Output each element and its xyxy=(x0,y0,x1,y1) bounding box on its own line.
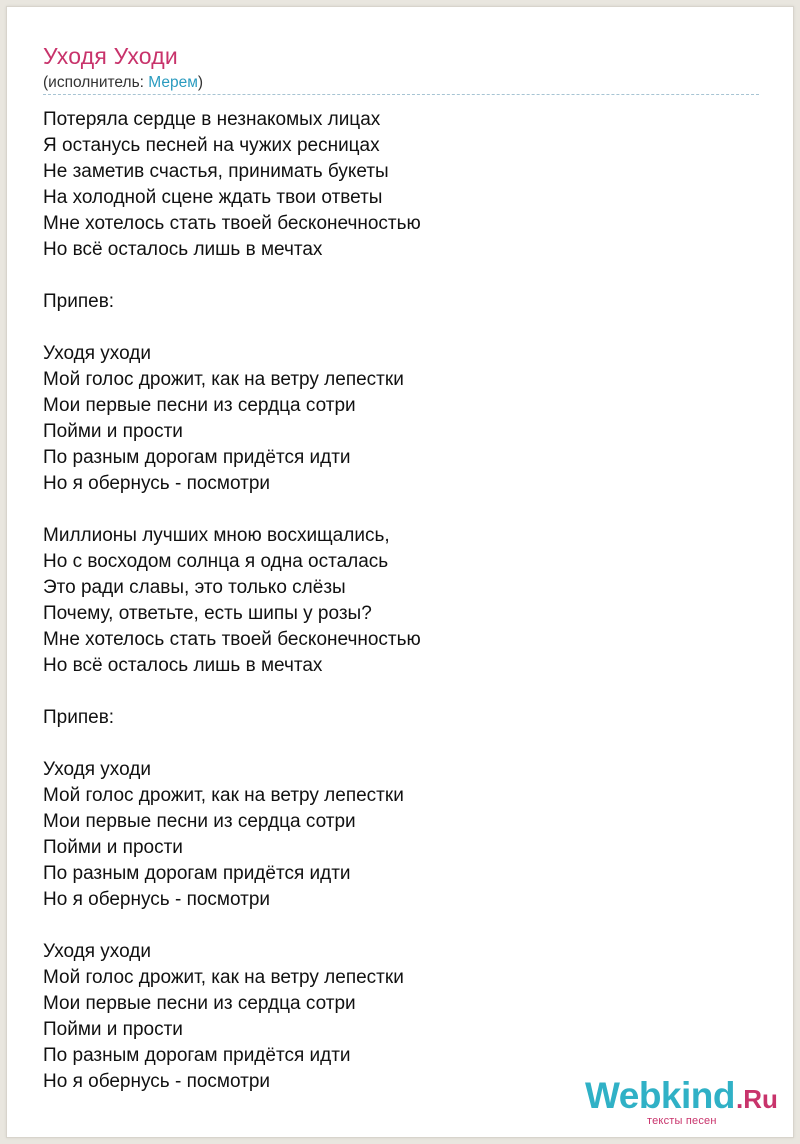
stanza-break xyxy=(43,497,763,523)
lyric-line: Мне хотелось стать твоей бесконечностью xyxy=(43,629,421,650)
performer-line xyxy=(43,74,203,92)
lyric-line: Мои первые песни из сердца сотри xyxy=(43,811,356,832)
lyric-line: На холодной сцене ждать твои ответы xyxy=(43,187,383,208)
lyric-line: Мои первые песни из сердца сотри xyxy=(43,993,356,1014)
site-logo xyxy=(585,1075,778,1127)
lyric-line: Мои первые песни из сердца сотри xyxy=(43,395,356,416)
lyric-line: По разным дорогам придётся идти xyxy=(43,1045,351,1066)
stanza-break xyxy=(43,263,763,289)
dashed-divider xyxy=(43,94,759,95)
logo-tld: .Ru xyxy=(736,1084,778,1114)
lyric-line: Но я обернусь - посмотри xyxy=(43,889,271,910)
lyric-line: Припев: xyxy=(43,291,115,312)
lyric-line: Потеряла сердце в незнакомых лицах xyxy=(43,109,381,130)
lyric-line: Мой голос дрожит, как на ветру лепестки xyxy=(43,369,404,390)
lyrics-page xyxy=(6,6,794,1138)
stanza-break xyxy=(43,315,763,341)
lyric-line: Пойми и прости xyxy=(43,837,183,858)
logo-tagline: тексты песен xyxy=(647,1115,717,1127)
lyric-line: Почему, ответьте, есть шипы у розы? xyxy=(43,603,372,624)
lyric-line: Пойми и прости xyxy=(43,421,183,442)
lyric-line: Уходя уходи xyxy=(43,941,151,962)
lyric-line: Но с восходом солнца я одна осталась xyxy=(43,551,389,572)
lyric-line: Мне хотелось стать твоей бесконечностью xyxy=(43,213,421,234)
stanza-break xyxy=(43,913,763,939)
lyric-line: Но я обернусь - посмотри xyxy=(43,1071,271,1092)
lyric-line: Это ради славы, это только слёзы xyxy=(43,577,346,598)
stanza-break xyxy=(43,731,763,757)
lyric-line: Пойми и прости xyxy=(43,1019,183,1040)
lyric-line: Мой голос дрожит, как на ветру лепестки xyxy=(43,785,404,806)
lyric-line: По разным дорогам придётся идти xyxy=(43,863,351,884)
performer-suffix: ) xyxy=(197,74,204,91)
lyric-line: Но всё осталось лишь в мечтах xyxy=(43,239,323,260)
logo-brand: Webkind xyxy=(585,1075,735,1116)
stanza-break xyxy=(43,679,763,705)
lyrics-body xyxy=(43,107,763,1095)
lyric-line: Но я обернусь - посмотри xyxy=(43,473,271,494)
lyric-line: Припев: xyxy=(43,707,115,728)
lyric-line: Мой голос дрожит, как на ветру лепестки xyxy=(43,967,404,988)
artist-link[interactable]: Мерем xyxy=(148,74,198,91)
lyric-line: Уходя уходи xyxy=(43,343,151,364)
lyric-line: По разным дорогам придётся идти xyxy=(43,447,351,468)
lyric-line: Не заметив счастья, принимать букеты xyxy=(43,161,389,182)
lyric-line: Уходя уходи xyxy=(43,759,151,780)
song-title: Уходя Уходи xyxy=(43,43,178,69)
lyric-line: Миллионы лучших мною восхищались, xyxy=(43,525,390,546)
lyric-line: Но всё осталось лишь в мечтах xyxy=(43,655,323,676)
lyric-line: Я останусь песней на чужих ресницах xyxy=(43,135,380,156)
performer-prefix: (исполнитель: xyxy=(43,74,149,91)
